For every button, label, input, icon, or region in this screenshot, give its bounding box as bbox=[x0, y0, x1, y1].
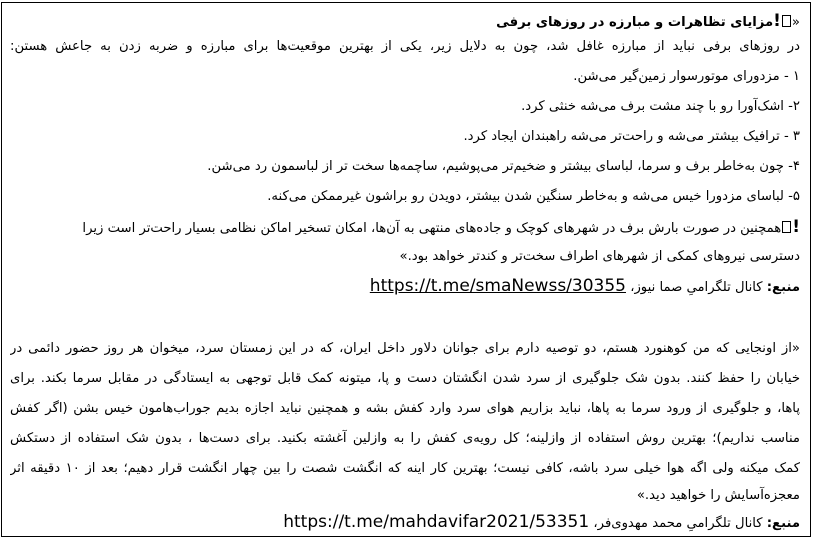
list-item: ۴- چون به‌خاطر برف و سرما، لباسای بیشتر و ضخیم‌تر می‌پوشیم، ساچمه‌ها سخت تر از لباسمون رد می‌شن. bbox=[207, 159, 800, 174]
section2-source bbox=[10, 512, 800, 534]
source-link[interactable]: https://t.me/smaNewss/30355 bbox=[369, 276, 626, 296]
section1-title: مزایای تظاهرات و مبارزه در روزهای برفی bbox=[496, 15, 774, 30]
section2-line: پاها، و جلوگیری از ورود سرما به پاها، نباید بزاریم هوای سرد وارد کفش بشه و همچنین نباید اجازه بدیم جوراب‌هامون خیس بشن (اگر کفش bbox=[10, 401, 800, 416]
source-label: منبع: bbox=[766, 280, 800, 295]
list-item: ۲- اشک‌آورا رو با چند مشت برف می‌شه خنثی کرد. bbox=[521, 99, 800, 114]
section1-source bbox=[10, 276, 800, 298]
section2-line: کمک میکنه ولی اگه هوا خیلی سرد باشه، کافی نیست؛ بهترین کار اینه که انگشت شصت را بین چهار انگشت قرار دهیم؛ بعد از ۱۰ دقیقه اثر bbox=[10, 461, 800, 476]
section2-line: خیابان را حفظ کنند. بدون شک جلوگیری از سرد شدن انگشتان دست و پا، میتونه کمک قابل توجهی به ایستادگی در مقابل سرما بکند. برای bbox=[10, 371, 800, 386]
section2-line: «از اونجایی که من کوهنورد هستم، دو توصیه دارم برای جوانان دلاور داخل ایران، که در این زمستان سرد، میخوان هر روز حضور دائمی در bbox=[10, 341, 800, 356]
list-item: ۵- لباسای مزدورا خیس می‌شه و به‌خاطر سنگین شدن بیشتر، دویدن رو براشون غیرممکن می‌کنه. bbox=[267, 189, 800, 204]
source-text: کانال تلگرامی‌ِ صما نیوز، bbox=[630, 280, 763, 295]
section1-intro: در روزهای برفی نباید از مبارزه غافل شد، چون به دلایل زیر، یکی از بهترین موقعیت‌ها برای مبارزه و ضربه زدن به جاعش هستن: bbox=[10, 39, 800, 54]
section2-line: معجزه‌آسایش را خواهید دید.» bbox=[636, 488, 800, 503]
section2-line: مناسب نداریم)؛ بهترین روش استفاده از وازلینه؛ کل رویه‌ی کفش را به وازلین آغشته بکنید. برای دست‌ها ، بدون شک استفاده از دستکش bbox=[10, 431, 800, 446]
exclamation-icon: ! bbox=[773, 11, 781, 31]
section1-title-line: «!مزایای تظاهرات و مبارزه در روزهای برفی bbox=[496, 11, 800, 31]
source-link[interactable]: https://t.me/mahdavifar2021/53351 bbox=[283, 512, 590, 532]
document-frame bbox=[1, 2, 811, 537]
section1-note-line1: !همچنین در صورت بارش برف در شهرهای کوچک و جاده‌های منتهی به آن‌ها، امکان تسخیر اماکن نظامی بسیار راحت‌تر است زیرا bbox=[82, 217, 800, 237]
source-label: منبع: bbox=[766, 516, 800, 531]
list-item: ۱ - مزدورای موتورسوار زمین‌گیر می‌شن. bbox=[573, 69, 800, 84]
section1-note-line2: دسترسی نیروهای کمکی از شهرهای اطراف سخت‌تر و کندتر خواهد بود.» bbox=[399, 249, 800, 264]
list-item: ۳ - ترافیک بیشتر می‌شه و راحت‌تر می‌شه راهبندان ایجاد کرد. bbox=[463, 129, 800, 144]
box-icon bbox=[782, 221, 791, 233]
exclamation-icon: ! bbox=[792, 217, 800, 237]
box-icon bbox=[782, 15, 791, 27]
source-text: کانال تلگرامی‌ِ محمد مهدوی‌فر، bbox=[593, 516, 763, 531]
